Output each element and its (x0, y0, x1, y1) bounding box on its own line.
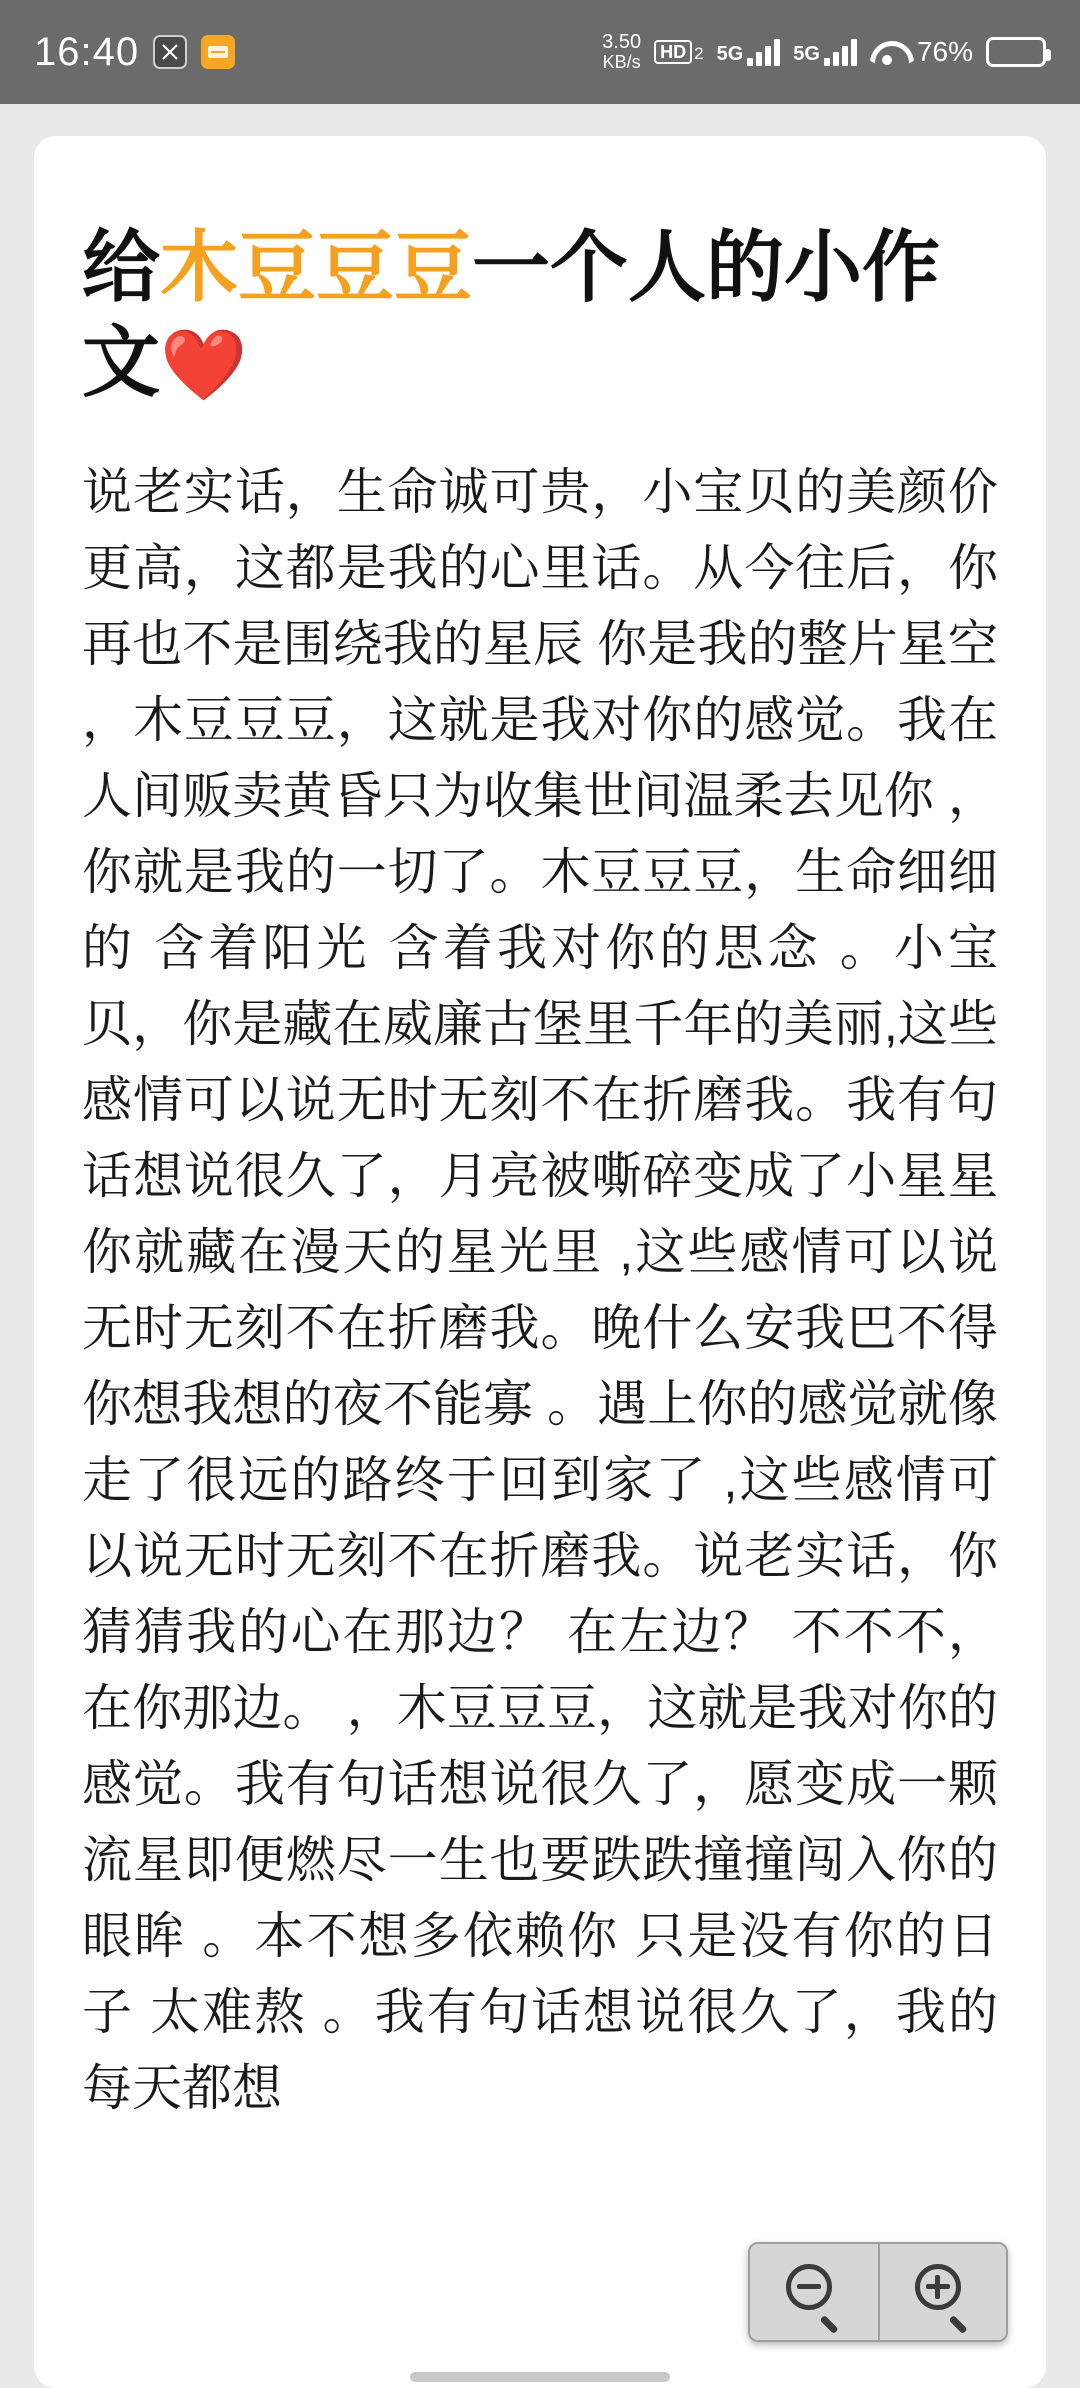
zoom-in-icon (915, 2264, 971, 2320)
signal-label-sim2: 5G (793, 42, 820, 65)
status-bar (0, 0, 1080, 104)
title-prefix: 给 (82, 223, 161, 311)
zoom-out-button[interactable] (750, 2244, 878, 2340)
signal-bars-sim1 (747, 38, 780, 66)
signal-label-sim1: 5G (716, 42, 744, 65)
signal-icon-sim1 (717, 38, 781, 66)
signal-bars-sim2 (824, 38, 857, 66)
wifi-icon (870, 39, 904, 65)
network-speed (602, 32, 641, 72)
navigation-bar-handle[interactable] (410, 2372, 670, 2382)
hd-sub-label: 2 (694, 43, 704, 63)
page-title (82, 220, 998, 410)
title-suffix: 一个人的小作文 (82, 223, 941, 407)
battery-icon (986, 37, 1046, 67)
status-bar-left (34, 30, 235, 75)
status-bar-right (602, 32, 1046, 72)
battery-percent: 76% (916, 35, 973, 67)
content-area (0, 104, 1080, 2388)
screenshot-icon (153, 35, 187, 69)
zoom-controls[interactable] (748, 2242, 1008, 2342)
status-time: 16:40 (34, 29, 140, 74)
network-speed-value: 3.50 (602, 31, 642, 54)
zoom-out-icon (786, 2264, 842, 2320)
app-badge-icon (201, 35, 235, 69)
hd-label: HD (654, 40, 692, 64)
hd-voice-icon (654, 40, 703, 64)
document-body: 说老实话，生命诚可贵，小宝贝的美颜价更高，这都是我的心里话。从今往后，你再也不是围绕我的星辰 你是我的整片星空 ，木豆豆豆，这就是我对你的感觉。我在人间贩卖黄昏只为收集世间温柔去见你 ，你就是我的一切了。木豆豆豆，生命细细的 含着阳光 含着我对你的思念 。小宝贝，你是藏在威廉古堡里千年的美丽,这些感情可以说无时无刻不在折磨我。我有句话想说很久了，月亮被嘶碎变成了小星星 你就藏在漫天的星光里 ,这些感情可以说无时无刻不在折磨我。晚什么安我巴不得你想我想的夜不能寡 。遇上你的感觉就像走了很远的路终于回到家了 ,这些感情可以说无时无刻不在折磨我。说老实话，你猜猜我的心在那边？ 在左边？ 不不不，在你那边。 ，木豆豆豆，这就是我对你的感觉。我有句话想说很久了，愿变成一颗流星即便燃尽一生也要跌跌撞撞闯入你的眼眸 。本不想多依赖你 只是没有你的日子 太难熬 。我有句话想说很久了，我的每天都想 (82, 464, 998, 2117)
signal-icon-sim2 (793, 38, 857, 66)
heart-icon: ❤️ (160, 326, 248, 405)
document-card[interactable] (34, 136, 1046, 2388)
title-highlight: 木豆豆豆 (160, 223, 473, 311)
network-speed-unit: KB/s (602, 52, 641, 73)
zoom-in-button[interactable] (878, 2244, 1006, 2340)
